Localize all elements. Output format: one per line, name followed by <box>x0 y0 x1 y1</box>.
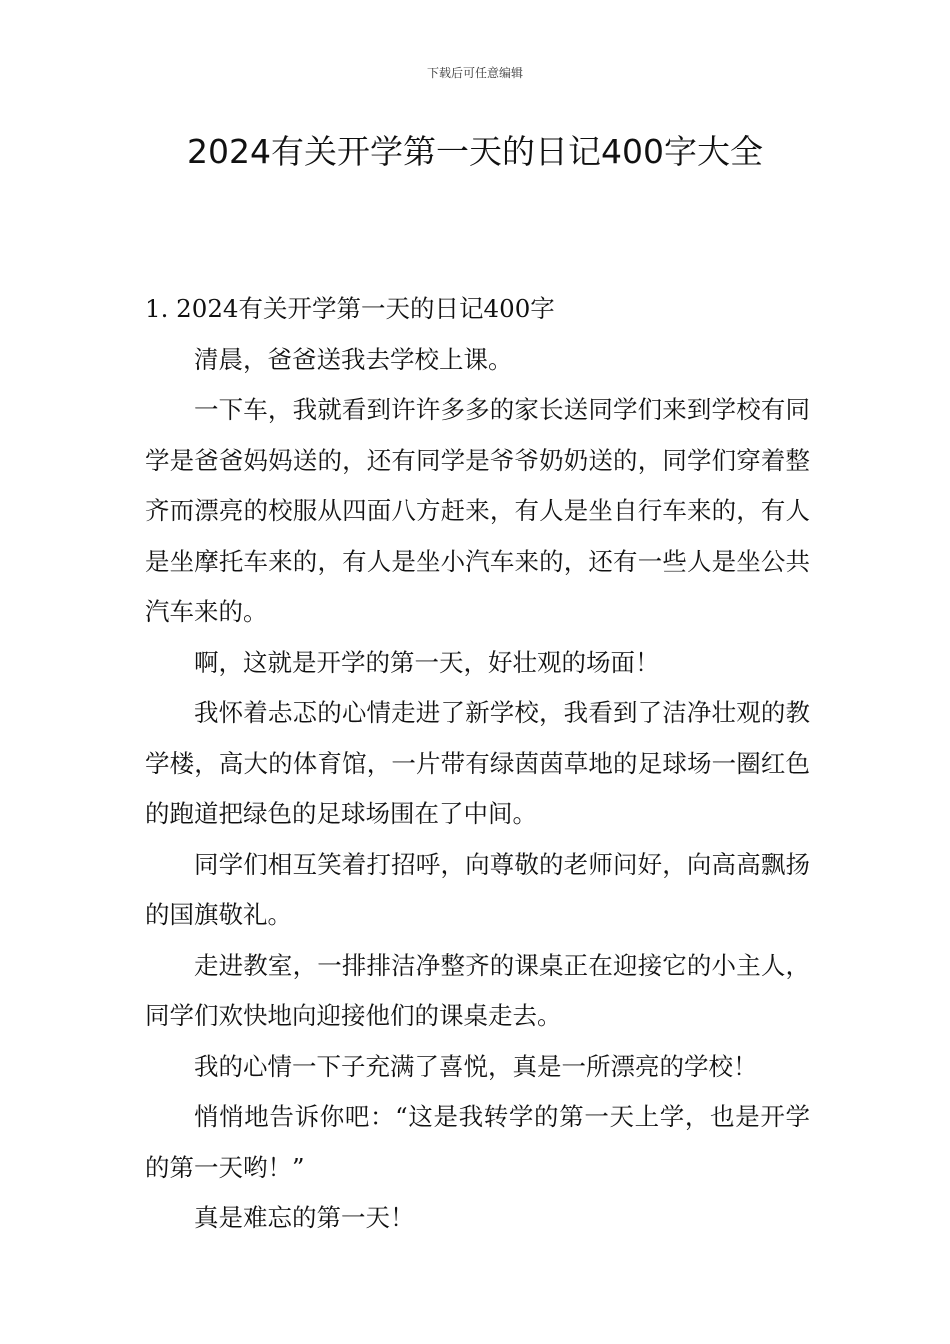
document-body <box>145 284 810 1244</box>
paragraph: 一下车，我就看到许许多多的家长送同学们来到学校有同学是爸爸妈妈送的，还有同学是爷爷奶奶送的，同学们穿着整齐而漂亮的校服从四面八方赶来，有人是坐自行车来的，有人是坐摩托车来的，有人是坐小汽车来的，还有一些人是坐公共汽车来的。 <box>145 395 810 626</box>
section-heading: 1. 2024有关开学第一天的日记400字 <box>145 294 555 323</box>
paragraph: 悄悄地告诉你吧：“这是我转学的第一天上学，也是开学的第一天哟！” <box>145 1102 810 1182</box>
document-title: 2024有关开学第一天的日记400字大全 <box>187 132 763 171</box>
header-note: 下载后可任意编辑 <box>426 66 523 80</box>
paragraph: 走进教室，一排排洁净整齐的课桌正在迎接它的小主人，同学们欢快地向迎接他们的课桌走去。 <box>145 950 810 1030</box>
paragraph: 啊，这就是开学的第一天，好壮观的场面！ <box>194 647 660 677</box>
paragraph: 我怀着忐忑的心情走进了新学校，我看到了洁净壮观的教学楼，高大的体育馆，一片带有绿茵茵草地的足球场一圈红色的跑道把绿色的足球场围在了中间。 <box>145 698 810 828</box>
paragraph: 我的心情一下子充满了喜悦，真是一所漂亮的学校！ <box>194 1051 758 1081</box>
paragraph: 真是难忘的第一天！ <box>194 1203 415 1232</box>
paragraph: 清晨，爸爸送我去学校上课。 <box>194 344 513 374</box>
paragraph: 同学们相互笑着打招呼，向尊敬的老师问好，向高高飘扬的国旗敬礼。 <box>145 849 810 929</box>
